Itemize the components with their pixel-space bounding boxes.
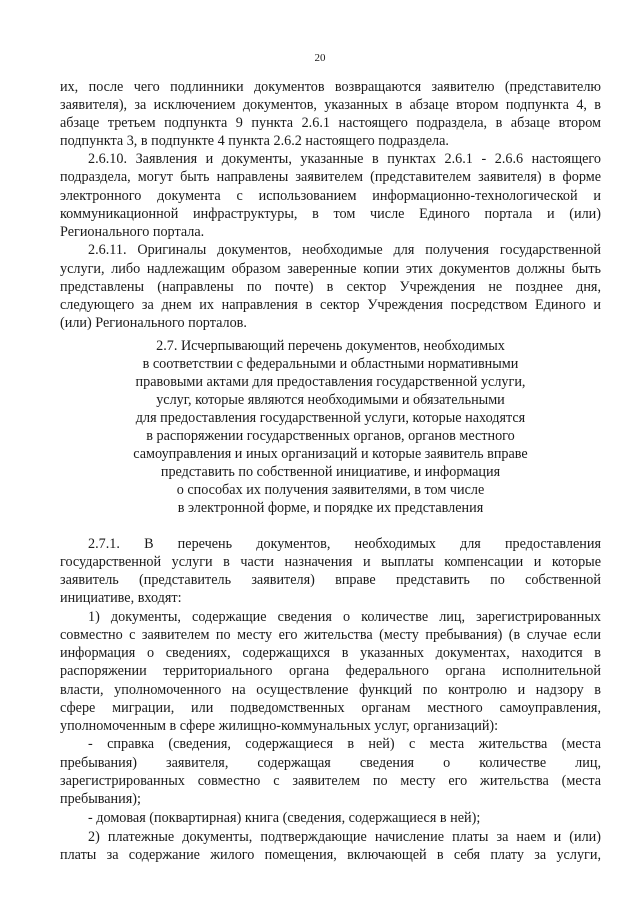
- list-line: пребывания) заявителя, содержащая сведения о количестве лиц,: [60, 755, 601, 771]
- list-line: пребывания);: [60, 791, 141, 807]
- body-line: абзаце третьем подпункта 9 пункта 2.6.1 настоящего подраздела, в абзаце втором: [60, 115, 601, 131]
- list-line: - справка (сведения, содержащиеся в ней) с места жительства (места: [88, 736, 601, 752]
- section-heading-line: 2.7. Исчерпывающий перечень документов, необходимых: [156, 338, 505, 354]
- list-line: зарегистрированных совместно с заявителем по месту его жительства (места: [60, 773, 601, 789]
- list-line: 2) платежные документы, подтверждающие начисление платы за наем и (или): [88, 829, 601, 845]
- section-heading-line: правовыми актами для предоставления государственной услуги,: [135, 374, 526, 390]
- list-line: распоряжении территориального органа федерального органа исполнительной: [60, 663, 601, 679]
- list-line: уполномоченным в сфере жилищно-коммунальных услуг, организаций):: [60, 718, 499, 734]
- list-line: 2.7.1. В перечень документов, необходимых для предоставления: [88, 536, 601, 552]
- section-heading-line: в электронной форме, и порядке их представления: [177, 500, 484, 516]
- body-line: представлены (направлены по почте) в сектор Учреждения не позднее дня,: [60, 279, 601, 295]
- body-line: их, после чего подлинники документов возвращаются заявителю (представителю: [60, 79, 601, 95]
- body-line: услуги, либо надлежащим образом заверенные копии этих документов должны быть: [60, 261, 601, 277]
- body-line: (или) Регионального порталов.: [60, 315, 247, 331]
- body-line: электронного документа с использованием информационно-технологической и: [60, 188, 601, 204]
- section-heading-line: в соответствии с федеральными и областными нормативными: [142, 356, 519, 372]
- body-line: следующего за днем их направления в сектор Учреждения посредством Единого и: [60, 297, 601, 313]
- body-line: подраздела, могут быть направлены заявителем (представителем заявителя) в форме: [60, 169, 601, 185]
- body-line: 2.6.11. Оригиналы документов, необходимые для получения государственной: [88, 242, 601, 258]
- list-line: заявитель (представитель заявителя) вправе представить по собственной: [60, 572, 601, 588]
- section-heading-line: услуг, которые являются необходимыми и обязательными: [156, 392, 505, 408]
- section-heading-line: о способах их получения заявителями, в том числе: [176, 482, 485, 498]
- section-heading-line: представить по собственной инициативе, и информация: [160, 464, 501, 480]
- body-line: коммуникационной инфраструктуры, в том числе Единого портала и (или): [60, 206, 601, 222]
- list-line: власти, уполномоченного на осуществление функций по контролю и надзору в: [60, 682, 601, 698]
- section-heading-line: для предоставления государственной услуги, которые находятся: [135, 410, 526, 426]
- page-number: 20: [314, 52, 326, 64]
- list-line: совместно с заявителем по месту его жительства (месту пребывания) (в случае если: [60, 627, 601, 643]
- list-line: сфере миграции, или подведомственных органам местного самоуправления,: [60, 700, 601, 716]
- body-line: Регионального портала.: [60, 224, 205, 240]
- list-line: платы за содержание жилого помещения, включающей в себя плату за услуги,: [60, 847, 601, 863]
- section-heading-line: в распоряжении государственных органов, органов местного: [146, 428, 515, 444]
- list-line: инициативе, входят:: [60, 590, 182, 606]
- list-line: информация о сведениях, содержащихся в указанных документах, находится в: [60, 645, 601, 661]
- body-line: заявителя), за исключением документов, указанных в абзаце втором подпункта 4, в: [60, 97, 601, 113]
- body-line: подпункта 3, в подпункте 4 пункта 2.6.2 настоящего подраздела.: [60, 133, 449, 149]
- body-line: 2.6.10. Заявления и документы, указанные в пунктах 2.6.1 - 2.6.6 настоящего: [88, 151, 601, 167]
- section-heading-line: самоуправления и иных организаций и которые заявитель вправе: [133, 446, 528, 462]
- list-line: 1) документы, содержащие сведения о количестве лиц, зарегистрированных: [88, 609, 601, 625]
- list-line: государственной услуги в части назначения и выплаты компенсации и которые: [60, 554, 601, 570]
- list-line: - домовая (поквартирная) книга (сведения, содержащиеся в ней);: [88, 810, 481, 826]
